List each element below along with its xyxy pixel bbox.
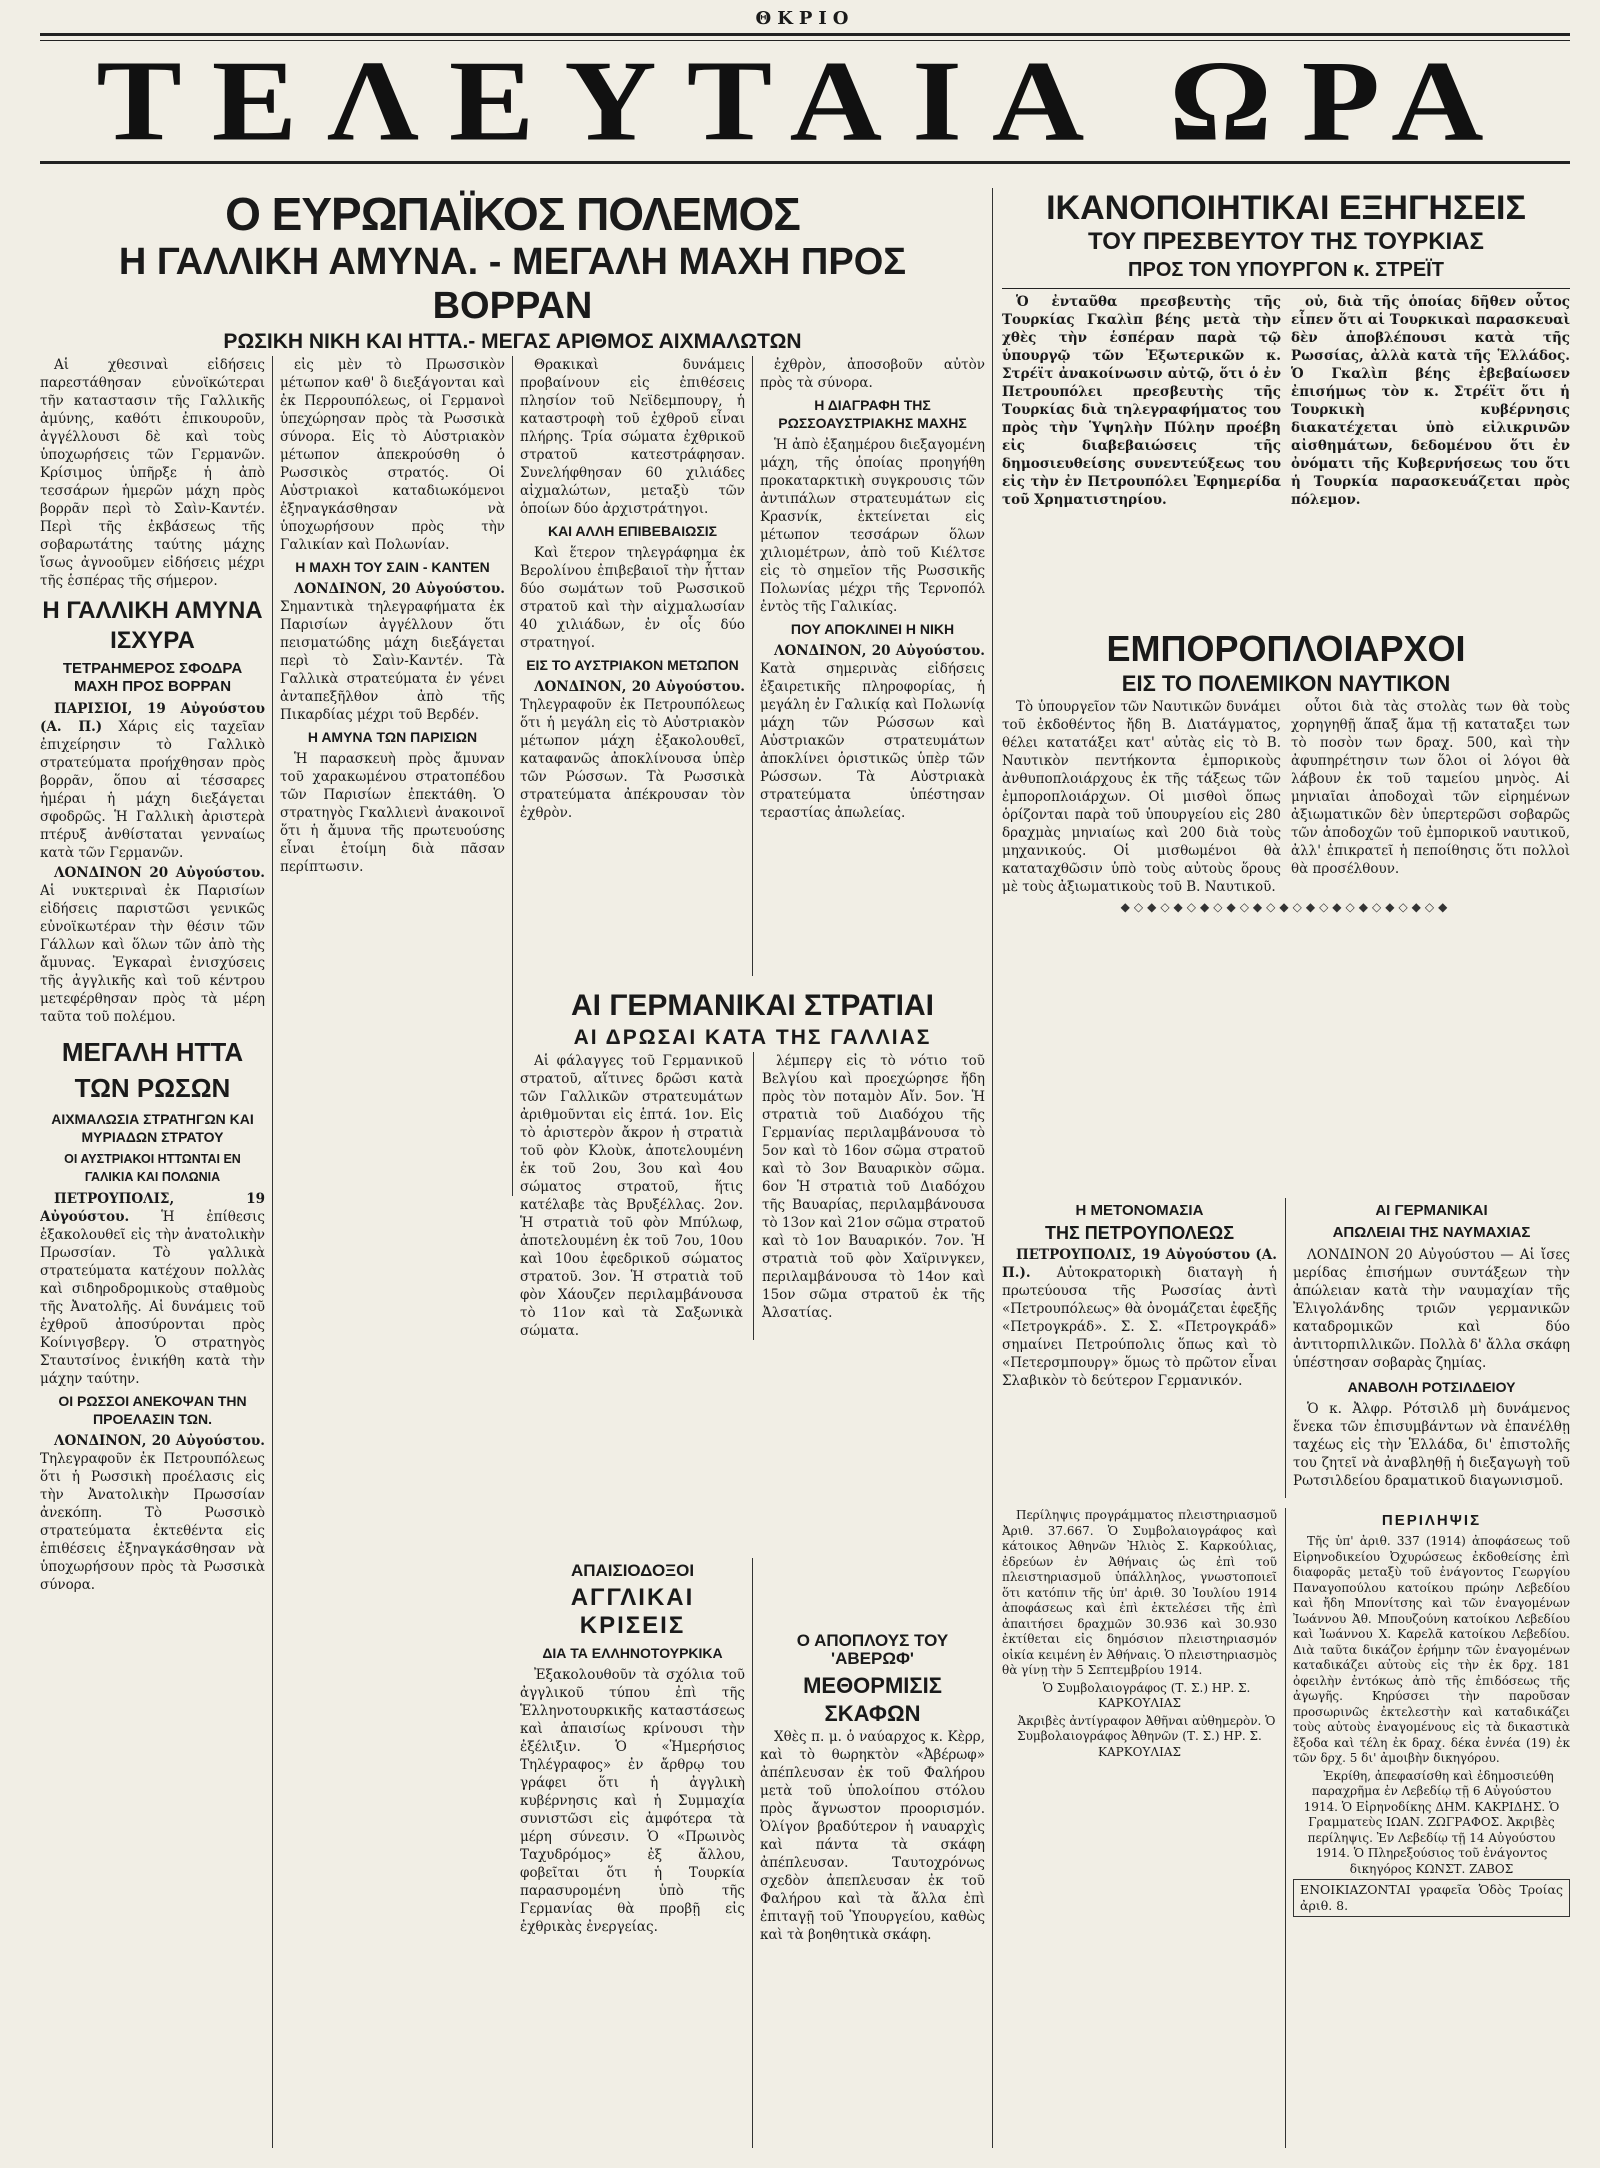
russian-defeat-subtitle-2: ΟΙ ΑΥΣΤΡΙΑΚΟΙ ΗΤΤΩΝΤΑΙ ΕΝ ΓΑΛΙΚΙΑ ΚΑΙ ΠΟΛΩΝΙΑ [64,1152,241,1184]
section-heading: Η ΜΑΧΗ ΤΟΥ ΣΑΙΝ - ΚΑΝΤΕΝ [295,559,490,575]
averof-title: Ο ΑΠΟΠΛΟΥΣ ΤΟΥ 'ΑΒΕΡΩΦ' [796,1631,949,1668]
article-text: Χθὲς π. μ. ὁ ναύαρχος κ. Κὲρρ, καὶ τὸ θωρηκτὸν «Ἀβέρωφ» ἀπέπλευσαν ἐκ τοῦ Φαλήρου μετὰ τοῦ ὑπολοίπου στόλου πρὸς ἄγνωστον προορισμόν. Ὀλίγον βραδύτερον ἡ ναυαρχὶς καὶ πάντα τὰ σκάφη ἀπέπλευσαν. Ταυτοχρόνως σχεδὸν ἀπεπλευσαν ἐκ τοῦ Φαλήρου καὶ τὰ ἄλλα ἐπὶ ἐπιταγῇ τοῦ Ὑπουργείου, καθὼς καὶ τὰ βοηθητικὰ σκάφη. [760,1729,985,1943]
notice-signature: Ἀκριβὲς ἀντίγραφον Ἀθῆναι αὐθημερὸν. Ὁ Συμβολαιογράφος Ἀθηνῶν (Τ. Σ.) ΗΡ. Σ. ΚΑΡΚΟΥΛΙΑΣ [1017,1713,1276,1759]
german-armies-subtitle: ΑΙ ΔΡΩΣΑΙ ΚΑΤΑ ΤΗΣ ΓΑΛΛΙΑΣ [573,1026,932,1049]
naval-losses-article [1293,1198,1570,1498]
column-rule [752,356,753,976]
petrograd-subtitle: ΤΗΣ ΠΕΤΡΟΥΠΟΛΕΩΣ [1044,1223,1235,1243]
masthead-title: ΤΕΛΕΥΤΑΙΑ ΩΡΑ [96,37,1514,165]
notice-signature: Ὁ Συμβολαιογράφος (Τ. Σ.) ΗΡ. Σ. ΚΑΡΚΟΥΛΙΑΣ [1042,1680,1251,1710]
article-text: λέμπεργ εἰς τὸ νότιο τοῦ Βελγίου καὶ προεχώρησε ἤδη πρὸς τὸν ποταμὸν Αἴν. 5ον. Ἡ στρατιὰ τοῦ Διαδόχου τῆς Γερμανίας περιλαμβάνουσα τὸ 5ον καὶ τὸ 16ον σῶμα στρατοῦ καὶ τὸ 3ον Βαυαρικὸν σῶμα. 6ον Ἡ στρατιὰ τοῦ Διαδόχου τῆς Βαυαρίας, περιλαμβάνουσα τὸ 13ον καὶ 21ον σῶμα στρατοῦ καὶ τὸ 1ον Βαυαρικόν. 7ον. Ἡ στρατιὰ τοῦ φὸν Χαϊρινγκεν, περιλαμβάνουσα τὸ 14ον καὶ 15ον σῶμα στρατοῦ ἐκ τῆς Ἀλσατίας. [753,1052,985,1340]
article-text: Ἐξακολουθοῦν τὰ σχόλια τοῦ ἀγγλικοῦ τύπου ἐπὶ τῆς Ἑλληνοτουρκικῆς καταστάσεως καὶ ἀπαισίως κρίνουσι τὴν ἐξέλιξιν. Ὁ «Ἡμερήσιος Τηλέγραφος» ἐν ἄρθρῳ του γράφει ὅτι ἡ ἀγγλικὴ κυβέρνησις καὶ ἡ Συμμαχία συνιστῶσι εἰς ἀμφότερα τὰ μέρη σύνεσιν. Ὁ «Πρωινὸς Ταχυδρόμος» ἐξ ἄλλου, φοβεῖται ὅτι ἡ Τουρκία παρασυρομένη ὑπὸ τῆς Γερμανίας θὰ προβῇ εἰς ἐχθρικὰς ἐνεργείας. [520,1667,745,1935]
paper-name: ΘΚΡΙΟ [755,8,855,29]
summary-signature: Ἐκρίθη, ἀπεφασίσθη καὶ ἐδημοσιεύθη παραχρῆμα ἐν Λεβεδίῳ τῇ 6 Αὐγούστου 1914. Ὁ Εἰρηνοδίκης ΔΗΜ. ΚΑΚΡΙΔΗΣ. Ὁ Γραμματεὺς ΙΩΑΝ. ΖΩΓΡΑΦΟΣ. Ἀκριβὲς περίληψις. Ἐν Λεβεδίῳ τῇ 14 Αὐγούστου 1914. Ὁ Πληρεξούσιος τοῦ ἐνάγοντος δικηγόρος ΚΩΝΣΤ. ΖΑΒΟΣ [1303,1768,1560,1876]
dateline: ΠΑΡΙΣΙΟΙ, 19 Αὐγούστου (Α. Π.) [40,701,265,735]
averof-subtitle: ΜΕΘΟΡΜΙΣΙΣ ΣΚΑΦΩΝ [803,1673,942,1726]
summary-title: ΠΕΡΙΛΗΨΙΣ [1381,1512,1482,1529]
article-text: Κατὰ σημερινὰς εἰδήσεις ἐξαιρετικῆς πληροφορίας, ἡ μεγάλη ἐν Γαλικίᾳ καὶ Πολωνίᾳ μάχη τῶν Ρώσσων καὶ Αὐστριακῶν στρατευμάτων ἀποκλίνει ὁριστικῶς ὑπὲρ τῶν Ρώσσων. Τὰ Αὐστριακὰ στρατεύματα ὑπέστησαν τεραστίας ἀπωλείας. [760,661,985,821]
turkey-subtitle-2: ΠΡΟΣ ΤΟΝ ΥΠΟΥΡΓΟΝ κ. ΣΤΡΕΪΤ [1128,259,1444,281]
section-heading: ΕΙΣ ΤΟ ΑΥΣΤΡΙΑΚΟΝ ΜΕΤΩΠΟΝ [526,657,739,673]
newspaper-page [40,0,1570,2168]
article-text: οὗτοι διὰ τὰς στολὰς των θὰ τοὺς χορηγηθῇ ἅπαξ ἅμα τῇ καταταξει των τὸ ποσὸν των δραχ. 500, καὶ τὴν ἀφυπηρέτησιν των ὅλοι οἱ λόγοι θὰ λάβουν ἐκ τοῦ ταμείου μηνὸς. Αἱ μηνιαῖαι ἀποδοχαὶ τῶν εἰρημένων ἀξιωματικῶν δὲν ὑπερτερῶσι σοβαρῶς τῶν ἀποδοχῶν τοῦ ἐμπορικοῦ ναυτικοῦ, ἀλλ' ἐπικρατεῖ ἡ πεποίθησις ὅτι πολλοὶ θὰ προσέλθουν. [1291,699,1570,877]
averof-article [760,1628,985,2148]
petrograd-title: Η ΜΕΤΟΝΟΜΑΣΙΑ [1075,1202,1204,1219]
auction-notice [1002,1508,1277,2148]
article-text: Ὁ ἐνταῦθα πρεσβευτὴς τῆς Τουρκίας Γκαλὶπ βέης μετὰ τὴν χθὲς τὴν ἑσπέραν παρὰ τῷ ὑπουργῷ τῶν Ἐξωτερικῶν κ. Στρέϊτ ἀνακοίνωσιν αὐτῷ, ὅτι ὁ ἐν Πετρουπόλει πρεσβευτὴς τῆς Τουρκίας διὰ τηλεγραφήματος του πρὸς τὴν Ὑψηλὴν Πύλην προέβη εἰς διαβεβαιώσεις τῆς δημοσιευθείσης συνεντεύξεως του εἰς τὴν ἐν Πετρουπόλει Ἐφημερίδα τοῦ Χρηματιστηρίου. [1002,294,1281,508]
russian-defeat-subtitle: ΑΙΧΜΑΛΩΣΙΑ ΣΤΡΑΤΗΓΩΝ ΚΑΙ ΜΥΡΙΑΔΩΝ ΣΤΡΑΤΟΥ [51,1111,254,1145]
column-rule [272,356,273,2148]
pessimists-title: ΑΠΑΙΣΙΟΔΟΞΟΙ [570,1561,695,1580]
dateline: ΠΕΤΡΟΥΠΟΛΙΣ, 19 Αὐγούστου. [40,1191,265,1225]
article-text: Θρακικαὶ δυνάμεις προβαίνουν εἰς ἐπιθέσεις πλησίον τοῦ Νεϊδεμπουργ, ἡ καταστροφὴ τοῦ ἐχθροῦ εἶναι πλήρης. Τρία σώματα ἐχθρικοῦ στρατοῦ κατεστράφησαν. Συνελήφθησαν 60 χιλιάδες αἰχμαλώτων, μεταξὺ τῶν ὁποίων δύο ἀρχιστράτηγοι. [520,357,745,517]
article-text: Σημαντικὰ τηλεγραφήματα ἐκ Παρισίων ἀγγέλλουν ὅτι πεισματώδης μάχη διεξάγεται περὶ τὸ Σαὶν-Καντέν. Τὰ Γαλλικὰ στρατεύματα ἐν γένει ἀνταπεξῆλθον ἀπὸ τῆς Πικαρδίας μέχρι τοῦ Βερδέν. [280,599,505,723]
article-text: Ἡ ἀπὸ ἐξαημέρου διεξαγομένη μάχη, τῆς ὁποίας προηγήθη προκαταρκτικὴ συγκρουσις τῶν ἀντιπάλων στρατευμάτων εἰς Κρασνίκ, ἐκτείνεται εἰς μέτωπον τεσσάρων ὅλων χιλιομέτρων, ἀπὸ τοῦ Κιέλτσε εἰς τὸ σημεῖον τῆς Ρωσσικῆς Πολωνίας μέχρι τῆς Τερνοπόλ ἐντὸς τῆς Γαλικίας. [760,437,985,615]
german-armies-article [520,988,985,1548]
pessimists-subtitle-2: ΔΙΑ ΤΑ ΕΛΛΗΝΟΤΟΥΡΚΙΚΑ [542,1645,723,1661]
war-subtitle: ΡΩΣΙΚΗ ΝΙΚΗ ΚΑΙ ΗΤΤΑ.- ΜΕΓΑΣ ΑΡΙΘΜΟΣ ΑΙΧΜΑΛΩΤΩΝ [223,330,802,353]
column-rule [512,356,513,1196]
turkey-article [1002,188,1570,618]
dateline: ΛΟΝΔΙΝΟΝ, 20 Αὐγούστου. [294,581,505,597]
german-armies-title: ΑΙ ΓΕΡΜΑΝΙΚΑΙ ΣΤΡΑΤΙΑΙ [571,989,934,1022]
french-defense-subtitle: ΤΕΤΡΑΗΜΕΡΟΣ ΣΦΟΔΡΑ ΜΑΧΗ ΠΡΟΣ ΒΟΡΡΑΝ [62,660,243,695]
court-summary [1293,1508,1570,2148]
dateline: ΛΟΝΔΙΝΟΝ, 20 Αὐγούστου. [54,1433,265,1449]
article-text: Ἡ παρασκευὴ πρὸς ἄμυναν τοῦ χαρακωμένου στρατοπέδου τῶν Παρισίων ἐπεκτάθη. Ὁ στρατηγὸς Γκαλλιενὶ ἀνακοινοῖ ὅτι ἡ ἄμυνα τῆς πρωτευούσης εἶναι ἐτοίμη διὰ πᾶσαν περίπτωσιν. [280,751,505,875]
section-heading: ΠΟΥ ΑΠΟΚΛΙΝΕΙ Η ΝΙΚΗ [790,621,955,637]
petrograd-article [1002,1198,1277,1498]
russian-defeat-title: ΜΕΓΑΛΗ ΗΤΤΑ ΤΩΝ ΡΩΣΩΝ [61,1037,244,1103]
article-text: Χάρις εἰς ταχεῖαν ἐπιχείρησιν τὸ Γαλλικὸ στρατεύματα προήχθησαν πρὸς βορρᾶν, ὅπου αἱ τέσσαρες ἡμέραι ἡ μάχη διεξάγεται σφοδρῶς. Ἡ Γαλλικὴ ἀριστερὰ πτέρυξ ἀνθίσταται γενναίως κατὰ τῶν Γερμανῶν. [40,719,265,861]
section-heading: ΚΑΙ ΑΛΛΗ ΕΠΙΒΕΒΑΙΩΣΙΣ [547,523,718,539]
rothschild-title: ΑΝΑΒΟΛΗ ΡΟΤΣΙΛΔΕΙΟΥ [1347,1379,1516,1395]
naval-subtitle: ΑΠΩΛΕΙΑΙ ΤΗΣ ΝΑΥΜΑΧΙΑΣ [1332,1224,1531,1241]
intro-paragraph: Αἱ χθεσιναὶ εἰδήσεις παρεστάθησαν εὐνοϊκώτεραι τῆν καταστασιν τῆς Γαλλικῆς ἀμύνης, καθότι ἐπικουροῦν, ἀγγέλλουσι δὲ καὶ τοὺς ὑποχωρήσεις τῶν Γερμανῶν. Κρίσιμος ὑπῆρξε ἡ ἀπὸ τεσσάρων ἡμερῶν μάχη πρὸς βορρᾶν περὶ τὸ Σαὶν-Καντέν. Περὶ τῆς ἐκβάσεως τῆς σοβαρωτάτης ταύτης μάχης ἴσως ἀγνοοῦμεν εἰδήσεις μέχρι τῆς ἑσπέρας τῆς σήμερον. [40,357,265,589]
pessimists-subtitle: ΑΓΓΛΙΚΑΙ ΚΡΙΣΕΙΣ [570,1584,695,1639]
dateline: ΛΟΝΔΙΝΟΝ, 20 Αὐγούστου. [534,679,745,695]
article-text: Αὐτοκρατορικὴ διαταγὴ ἡ πρωτεύουσα τῆς Ρωσσίας ἀντὶ «Πετρουπόλεως» θὰ ὀνομάζεται ἐφεξῆς «Πετρογκράδ». Σ. Σ. «Πετρογκράδ» σημαίνει Πετρούπολις ὅπως καὶ τὸ «Πετερσμπουργ» ὅμως τὸ πρῶτον εἶναι Σλαβικὸν τὸ δεύτερον Γερμανικόν. [1002,1265,1277,1389]
column-rule [992,188,993,2148]
article-text: Ὁ κ. Ἀλφρ. Ρότσιλδ μὴ δυνάμενος ἕνεκα τῶν ἐπισυμβάντων νὰ ἐπανέλθῃ ταχέως εἰς τὴν Ἑλλάδα, δι' ἐπιστολῆς του ζητεῖ νὰ ἀναβληθῇ ἡ διεξαγωγὴ τοῦ Ρωτσιλδείου δραματικοῦ διαγωνισμοῦ. [1293,1401,1570,1489]
article-text: Τηλεγραφοῦν ἐκ Πετρουπόλεως ὅτι ἡ Ρωσσικὴ προέλασις εἰς τὴν Ἀνατολικὴν Πρωσσίαν ἀνεκόπη. Τὸ Ρωσσικὸ στρατεύματα ἐκτεθέντα εἰς ἐπιθέσεις ἐξηναγκάσθησαν νὰ ὑποχωρήσουν πρὸς τὰ Ρωσσικὰ σύνορα. [40,1451,265,1593]
article-text: εἰς μὲν τὸ Πρωσσικὸν μέτωπον καθ' ὃ διεξάγονται καὶ ἐκ Περρουπόλεως, οἱ Γερμανοὶ ὑπεχώρησαν πρὸς τὰ Ρωσσικὰ σύνορα. Εἰς τὸ Αὐστριακὸν μέτωπον ἀπεκρούσθη ὁ Ρωσσικὸς στρατός. Οἱ Αὐστριακοὶ καταδιωκόμενοι ἐξηναγκάσθησαν νὰ ὑποχωρήσουν πρὸς τὴν Γαλικίαν καὶ Πολωνίαν. [280,357,505,553]
article-text: ἐχθρὸν, ἀποσοβοῦν αὐτὸν πρὸς τὰ σύνορα. [760,357,985,391]
french-defense-title: Η ΓΑΛΛΙΚΗ ΑΜΥΝΑ ΙΣΧΥΡΑ [42,597,263,654]
war-headline: Ο ΕΥΡΩΠΑΪΚΟΣ ΠΟΛΕΜΟΣ [225,188,800,240]
dateline: ΠΕΤΡΟΥΠΟΛΙΣ, 19 Αὐγούστου (Α. Π.). [1002,1247,1277,1281]
article-text: Αἱ νυκτεριναὶ ἐκ Παρισίων εἰδήσεις παριστῶσι γενικῶς εὐνοϊκωτέραν τὴν θέσιν τῶν Γάλλων καὶ ὅλων τῶν ἀπὸ τὴς ἄμυνας. Ἐγκαραὶ ἐνισχύσεις τῆς ἀγγλικῆς καὶ τοῦ κέντρου μετεφέρθησαν πρὸς τὰ μέρη ταῦτα τοῦ πολέμου. [40,883,265,1025]
column-rule [1285,1198,1286,1498]
article-text: Τὸ ὑπουργεῖον τῶν Ναυτικῶν δυνάμει τοῦ ἐκδοθέντος ἤδη Β. Διατάγματος, θέλει κατατάξει κατ' αὐτὰς εἰς τὸ Β. Ναυτικὸν πεντήκοντα ἐμπορικοὺς ἀνθυποπλοιάρχους ἐκ τῆς τάξεως τῶν ἐμποροπλοιάρχων. Οἱ μισθοὶ ὅπως ὁρίζονται παρὰ τοῦ ὑπουργείου εἰς 280 δραχμὰς μηνιαίως καὶ 200 διὰ τοὺς μηχανικούς. Οἱ μισθωμένοι θὰ καταταχθῶσιν ὑπὸ τοὺς αὐτοὺς ὅρους μὲ τοὺς ἀξιωματικοὺς τοῦ Β. Ναυτικοῦ. [1002,699,1281,895]
article-text: Καὶ ἕτερον τηλεγράφημα ἐκ Βερολίνου ἐπιβεβαιοῖ τὴν ἧτταν δύο σωμάτων τοῦ Ρωσσικοῦ στρατοῦ καὶ τὴν αἰχμαλωσίαν 40 χιλιάδων, ἐν οἷς δύο στρατηγοί. [520,545,745,651]
article-text: Αἱ φάλαγγες τοῦ Γερμανικοῦ στρατοῦ, αἵτινες δρῶσι κατὰ τῶν Γαλλικῶν στρατευμάτων ἀριθμοῦνται εἰς ἑπτά. 1ον. Εἰς τὸ ἀριστερὸν ἄκρον ἡ στρατιὰ τοῦ φὸν Κλοὺκ, ἀποτελουμένη ἐκ τοῦ 2ου, 3ου καὶ 4ου σώματος στρατοῦ, ἥτις κατέλαβε τὰς Βρυξέλλας. 2ον. Ἡ στρατιὰ τοῦ φὸν Μπύλωφ, ἀποτελουμένη ἐκ τοῦ 7ου, 10ου καὶ 10ου ἐφεδρικοῦ σώματος στρατοῦ. 3ον. Ἡ στρατιὰ τοῦ φὸν Χάουζεν περιλαμβάνουσα τὸ 11ον καὶ τὰ Σαξωνικὰ σώματα. [520,1053,743,1339]
summary-text: Τῆς ὑπ' ἀριθ. 337 (1914) ἀποφάσεως τοῦ Εἰρηνοδικείου Ὀχυρώσεως ἐκδοθείσης ἐπὶ διαφορᾶς μεταξὺ τοῦ ἐνάγοντος Γεωργίου Παναγοπούλου κατοίκου πρώην Λεβεδίου καὶ ἤδη Μπονίτσης καὶ τῶν ἐναγομένων Ἰωάννου Ἀθ. Μπουζούνη κατοίκου Λεβεδίου καὶ Ἰωάννου Χ. Καρελᾶ κατοίκου Λεβεδίου. Διὰ ταῦτα δικάζον ἐρήμην τῶν ἐναγομένων καταδικάζει αὐτοὺς εἰς τὴν ἐκ δρχ. 181 ὀφειλὴν ἐντόκως ἀπὸ τῆς ἐπιδόσεως τῆς ἀγωγῆς. Κηρύσσει τὴν παροῦσαν προσωρινῶς ἐκτελεστὴν καὶ καταδικάζει τοὺς αὐτοὺς ἐναγομένους εἰς τὰ δικαστικὰ ἔξοδα καὶ τέλη ἐκ δραχ. δέκα ἐννέα (19) ἐκ τῶν δρχ. 5 δι' ἀμοιβὴν δικηγόρου. [1293,1534,1570,1765]
article-text: οὐ, διὰ τῆς ὁποίας δῆθεν οὗτος εἶπεν ὅτι αἱ Τουρκικαὶ παρασκευαὶ δὲν ἀποβλέπουσι κατὰ τῆς Ρωσσίας, ἀλλὰ κατὰ τῆς Ἑλλάδος. Ὁ Γκαλὶπ βέης ἐβεβαίωσεν ἐπισήμως τὸν κ. Στρέϊτ ὅτι ἡ Τουρκικὴ κυβέρνησις διακατέχεται ὑπὸ εἰλικρινῶν αἰσθημάτων, δεδομένου ὅτι ἐν ὀνόματι τῆς Κυβερνήσεως του ὅτι ἡ Τουρκία παρασκευάζεται πρὸς πόλεμον. [1291,294,1570,508]
divider [40,33,1570,36]
column-rule [752,1558,753,2148]
column-3 [520,356,745,976]
ornament-divider: ◆◇◆◇◆◇◆◇◆◇◆◇◆◇◆◇◆◇◆◇◆◇◆◇◆ [1120,900,1452,914]
merchant-subtitle: ΕΙΣ ΤΟ ΠΟΛΕΜΙΚΟΝ ΝΑΥΤΙΚΟΝ [1121,671,1451,696]
article-text: Ἡ ἐπίθεσις ἐξακολουθεῖ εἰς τὴν ἀνατολικὴν Πρωσσίαν. Τὸ γαλλικὰ στρατεύματα κατέχουν πολλὰς καὶ σιδηροδρομικοὺς σταθμοὺς τῆς Ἀνατολῆς. Αἱ δυνάμεις τοῦ ἐχθροῦ ἀποσύρονται πρὸς Κοίνιγσβεργ. Ὁ στρατηγὸς Σταυτσίνος ἐνικήθη κατὰ τὴν μάχην ταύτην. [40,1209,265,1387]
notice-text: Περίληψις προγράμματος πλειστηριασμοῦ Ἀριθ. 37.667. Ὁ Συμβολαιογράφος καὶ κάτοικος Ἀθηνῶν Ἠλιὸς Σ. Καρκούλιας, ἐδρεύων ἐν Ἀθήναις ὡς ἐπὶ τοῦ πλειστηριασμοῦ ὑπάλληλος, γνωστοποιεῖ ὅτι κατόπιν τῆς ὑπ' ἀριθ. 30 Ἰουλίου 1914 ἀποφάσεως καὶ ἐπὶ ἐκτελέσει τῆς ἐπὶ ἀπαιτήσει δραχμῶν 30.936 καὶ 30.930 ἐκτίθεται εἰς δημόσιον πλειστηριασμόν οἰκία κειμένη ἐν Ἀθήναις. Ὁ πλειστηριασμὸς θὰ γίνῃ τὴν 5 Σεπτεμβρίου 1914. [1002,1508,1277,1677]
columns-area [40,188,1570,2148]
turkey-subtitle: ΤΟΥ ΠΡΕΣΒΕΥΤΟΥ ΤΗΣ ΤΟΥΡΚΙΑΣ [1088,228,1484,255]
column-1 [40,356,265,2148]
turkey-title: ΙΚΑΝΟΠΟΙΗΤΙΚΑΙ ΕΞΗΓΗΣΕΙΣ [1046,189,1526,227]
column-2 [280,356,505,1196]
column-rule [1285,1508,1286,2148]
pessimists-article [520,1558,745,2148]
article-text: Τηλεγραφοῦν ἐκ Πετρουπόλεως ὅτι ἡ μεγάλη εἰς τὸ Αὐστριακὸν μέτωπον μάχη ἐξακολουθεῖ, καταφανῶς ἀποκλίνουσα ὑπὲρ τῶν Ρώσσων. Τὰ Ρωσσικὰ στρατεύματα ἀπέκρουσαν τὸν ἐχθρὸν. [520,697,745,821]
dateline: ΛΟΝΔΙΝΟΝ 20 Αὐγούστου. [54,865,265,881]
merchant-captains-article [1002,628,1570,1168]
naval-title: ΑΙ ΓΕΡΜΑΝΙΚΑΙ [1375,1202,1488,1219]
article-text: ΛΟΝΔΙΝΟΝ 20 Αὐγούστου — Αἱ ἴσες μερίδας ἐπισήμων συντάξεων τὴν ἀπώλειαν κατὰ τὴν ναυμαχίαν τῆς Ἐλιγολάνδης τριῶν γερμανικῶν καταδρομικῶν καὶ δύο ἀντιτορπιλλικῶν. Πολλὰ δ' ἄλλα σκάφη ὑπέστησαν σοβαρὰς ζημίας. [1293,1247,1570,1371]
rent-ad: ΕΝΟΙΚΙΑΖΟΝΤΑΙ γραφεῖα Ὁδὸς Τροίας ἀριθ. 8. [1293,1879,1570,1917]
merchant-title: ΕΜΠΟΡΟΠΛΟΙΑΡΧΟΙ [1106,628,1466,669]
war-subheadline: Η ΓΑΛΛΙΚΗ ΑΜΥΝΑ. - ΜΕΓΑΛΗ ΜΑΧΗ ΠΡΟΣ ΒΟΡΡΑΝ [118,241,907,327]
column-4 [760,356,985,976]
section-heading: Η ΔΙΑΓΡΑΦΗ ΤΗΣ ΡΩΣΣΟΑΥΣΤΡΙΑΚΗΣ ΜΑΧΗΣ [778,397,967,431]
section-heading: Η ΑΜΥΝΑ ΤΩΝ ΠΑΡΙΣΙΩΝ [307,729,478,745]
russians-halt-title: ΟΙ ΡΩΣΣΟΙ ΑΝΕΚΟΨΑΝ ΤΗΝ ΠΡΟΕΛΑΣΙΝ ΤΩΝ. [58,1393,247,1427]
dateline: ΛΟΝΔΙΝΟΝ, 20 Αὐγούστου. [774,643,985,659]
